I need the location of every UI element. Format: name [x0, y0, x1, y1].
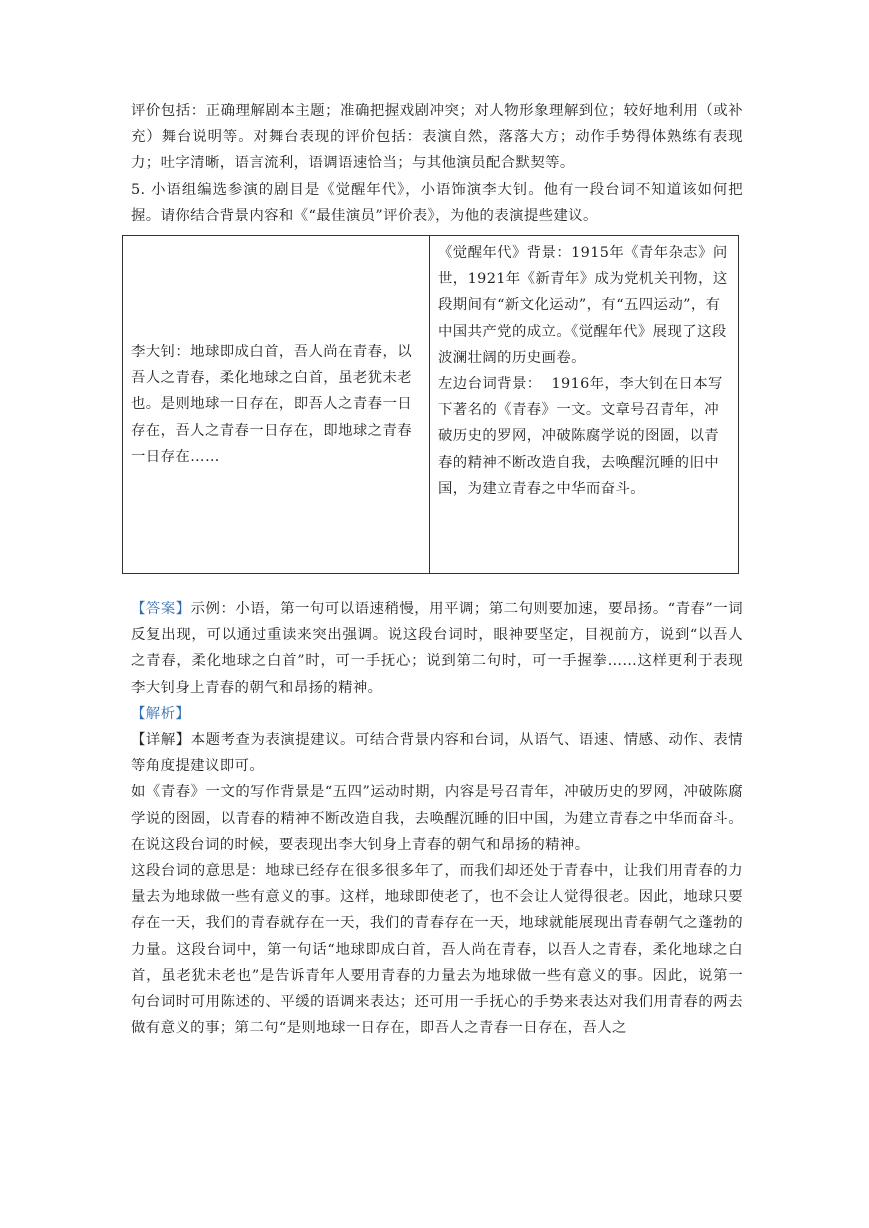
answer-tag: 【答案】	[131, 601, 191, 618]
detail-paragraph: 【详解】本题考查为表演提建议。可结合背景内容和台词，从语气、语速、情感、动作、表情等角度提建议即可。	[131, 732, 743, 775]
awakening-age-background: 《觉醒年代》背景：1915年《青年杂志》问世，1921年《新青年》成为党机关刊物，这段期间有“新文化运动”，有“五四运动”，有中国共产党的成立。《觉醒年代》展现了这段波澜壮阔的历史画卷。	[438, 245, 728, 366]
background-cell	[430, 236, 739, 574]
lines-cell	[123, 236, 430, 574]
li-dazhao-lines: 李大钊：地球即成白首，吾人尚在青春，以吾人之青春，柔化地球之白首，虽老犹未老也。是则地球一日存在，即吾人之青春一日存在，吾人之青春一日存在，即地球之青春一日存在……	[131, 344, 413, 465]
evaluation-paragraph: 评价包括：正确理解剧本主题；准确把握戏剧冲突；对人物形象理解到位；较好地利用（或补充）舞台说明等。对舞台表现的评价包括：表演自然，落落大方；动作手势得体熟练有表现力；吐字清晰，语言流利，语调语速恰当；与其他演员配合默契等。	[131, 103, 743, 172]
background-table	[122, 235, 739, 574]
answer-text: 示例：小语，第一句可以语速稍慢，用平调；第二句则要加速，要昂扬。“青春”一词反复出现，可以通过重读来突出强调。说这段台词时，眼神要坚定，目视前方，说到“以吾人之青春，柔化地球之白首”时，可一手抚心；说到第二句时，可一手握拳……这样更利于表现李大钊身上青春的朝气和昂扬的精神。	[131, 601, 743, 696]
meaning-explanation: 这段台词的意思是：地球已经存在很多很多年了，而我们却还处于青春中，让我们用青春的力量去为地球做一些有意义的事。这样，地球即使老了，也不会让人觉得很老。因此，地球只要存在一天，我们的青春就存在一天，我们的青春存在一天，地球就能展现出青春朝气之蓬勃的力量。这段台词中，第一句话“地球即成白首，吾人尚在青春，以吾人之青春，柔化地球之白首，虽老犹未老也”是告诉青年人要用青春的力量去为地球做一些有意义的事。因此，说第一句台词时可用陈述的、平缓的语调来表达；还可用一手抚心的手势来表达对我们用青春的两去做有意义的事；第二句“是则地球一日存在，即吾人之青春一日存在，吾人之	[131, 863, 743, 1037]
question-5: 5. 小语组编选参演的剧目是《觉醒年代》，小语饰演李大钊。他有一段台词不知道该如何把握。请你结合背景内容和《“最佳演员”评价表》，为他的表演提些建议。	[131, 181, 743, 224]
answer-paragraph	[131, 596, 743, 701]
analysis-tag: 【解析】	[131, 705, 191, 722]
document-body	[131, 98, 743, 1041]
lines-background: 左边台词背景： 1916年，李大钊在日本写下著名的《青春》一文。文章号召青年，冲破历史的罗网，冲破陈腐学说的囹圄，以青春的精神不断改造自我，去唤醒沉睡的旧中国，为建立青春之中华而奋斗。	[438, 376, 723, 497]
background-explanation: 如《青春》一文的写作背景是“五四”运动时期，内容是号召青年，冲破历史的罗网，冲破陈腐学说的囹圄，以青春的精神不断改造自我，去唤醒沉睡的旧中国，为建立青春之中华而奋斗。在说这段台词的时候，要表现出李大钊身上青春的朝气和昂扬的精神。	[131, 784, 743, 853]
